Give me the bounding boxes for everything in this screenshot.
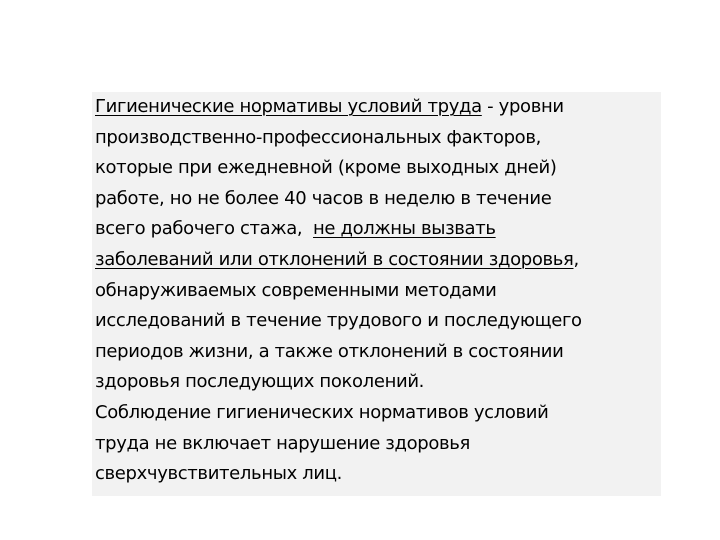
emphasis-underlined-1: не должны вызвать: [313, 218, 496, 240]
definition-line-2: производственно-профессиональных факторов,: [95, 126, 541, 148]
definition-line-6: [95, 245, 655, 276]
definition-line-9: периодов жизни, а также отклонений в состоянии: [95, 340, 564, 362]
definition-line-5: [95, 214, 655, 245]
definition-line-1: [95, 92, 655, 123]
definition-line-6-rest: ,: [573, 248, 579, 270]
definition-line-7: обнаруживаемых современными методами: [95, 279, 497, 301]
definition-line-4: работе, но не более 40 часов в неделю в течение: [95, 187, 552, 209]
definition-line-3: которые при ежедневной (кроме выходных дней): [95, 157, 557, 179]
definition-line-10: здоровья последующих поколений.: [95, 371, 425, 393]
compliance-line-2: труда не включает нарушение здоровья: [95, 432, 471, 454]
emphasis-underlined-2: заболеваний или отклонений в состоянии здоровья: [95, 248, 574, 270]
definition-line-8: исследований в течение трудового и последующего: [95, 310, 582, 332]
definition-line-5-pre: всего рабочего стажа,: [95, 218, 314, 240]
compliance-line-1: Соблюдение гигиенических нормативов условий: [95, 401, 549, 423]
text-block: [92, 92, 661, 496]
definition-line-1-rest: - уровни: [481, 96, 564, 117]
compliance-line-3: сверхчувствительных лиц.: [95, 463, 343, 485]
term-underlined: Гигиенические нормативы условий труда: [95, 96, 482, 117]
